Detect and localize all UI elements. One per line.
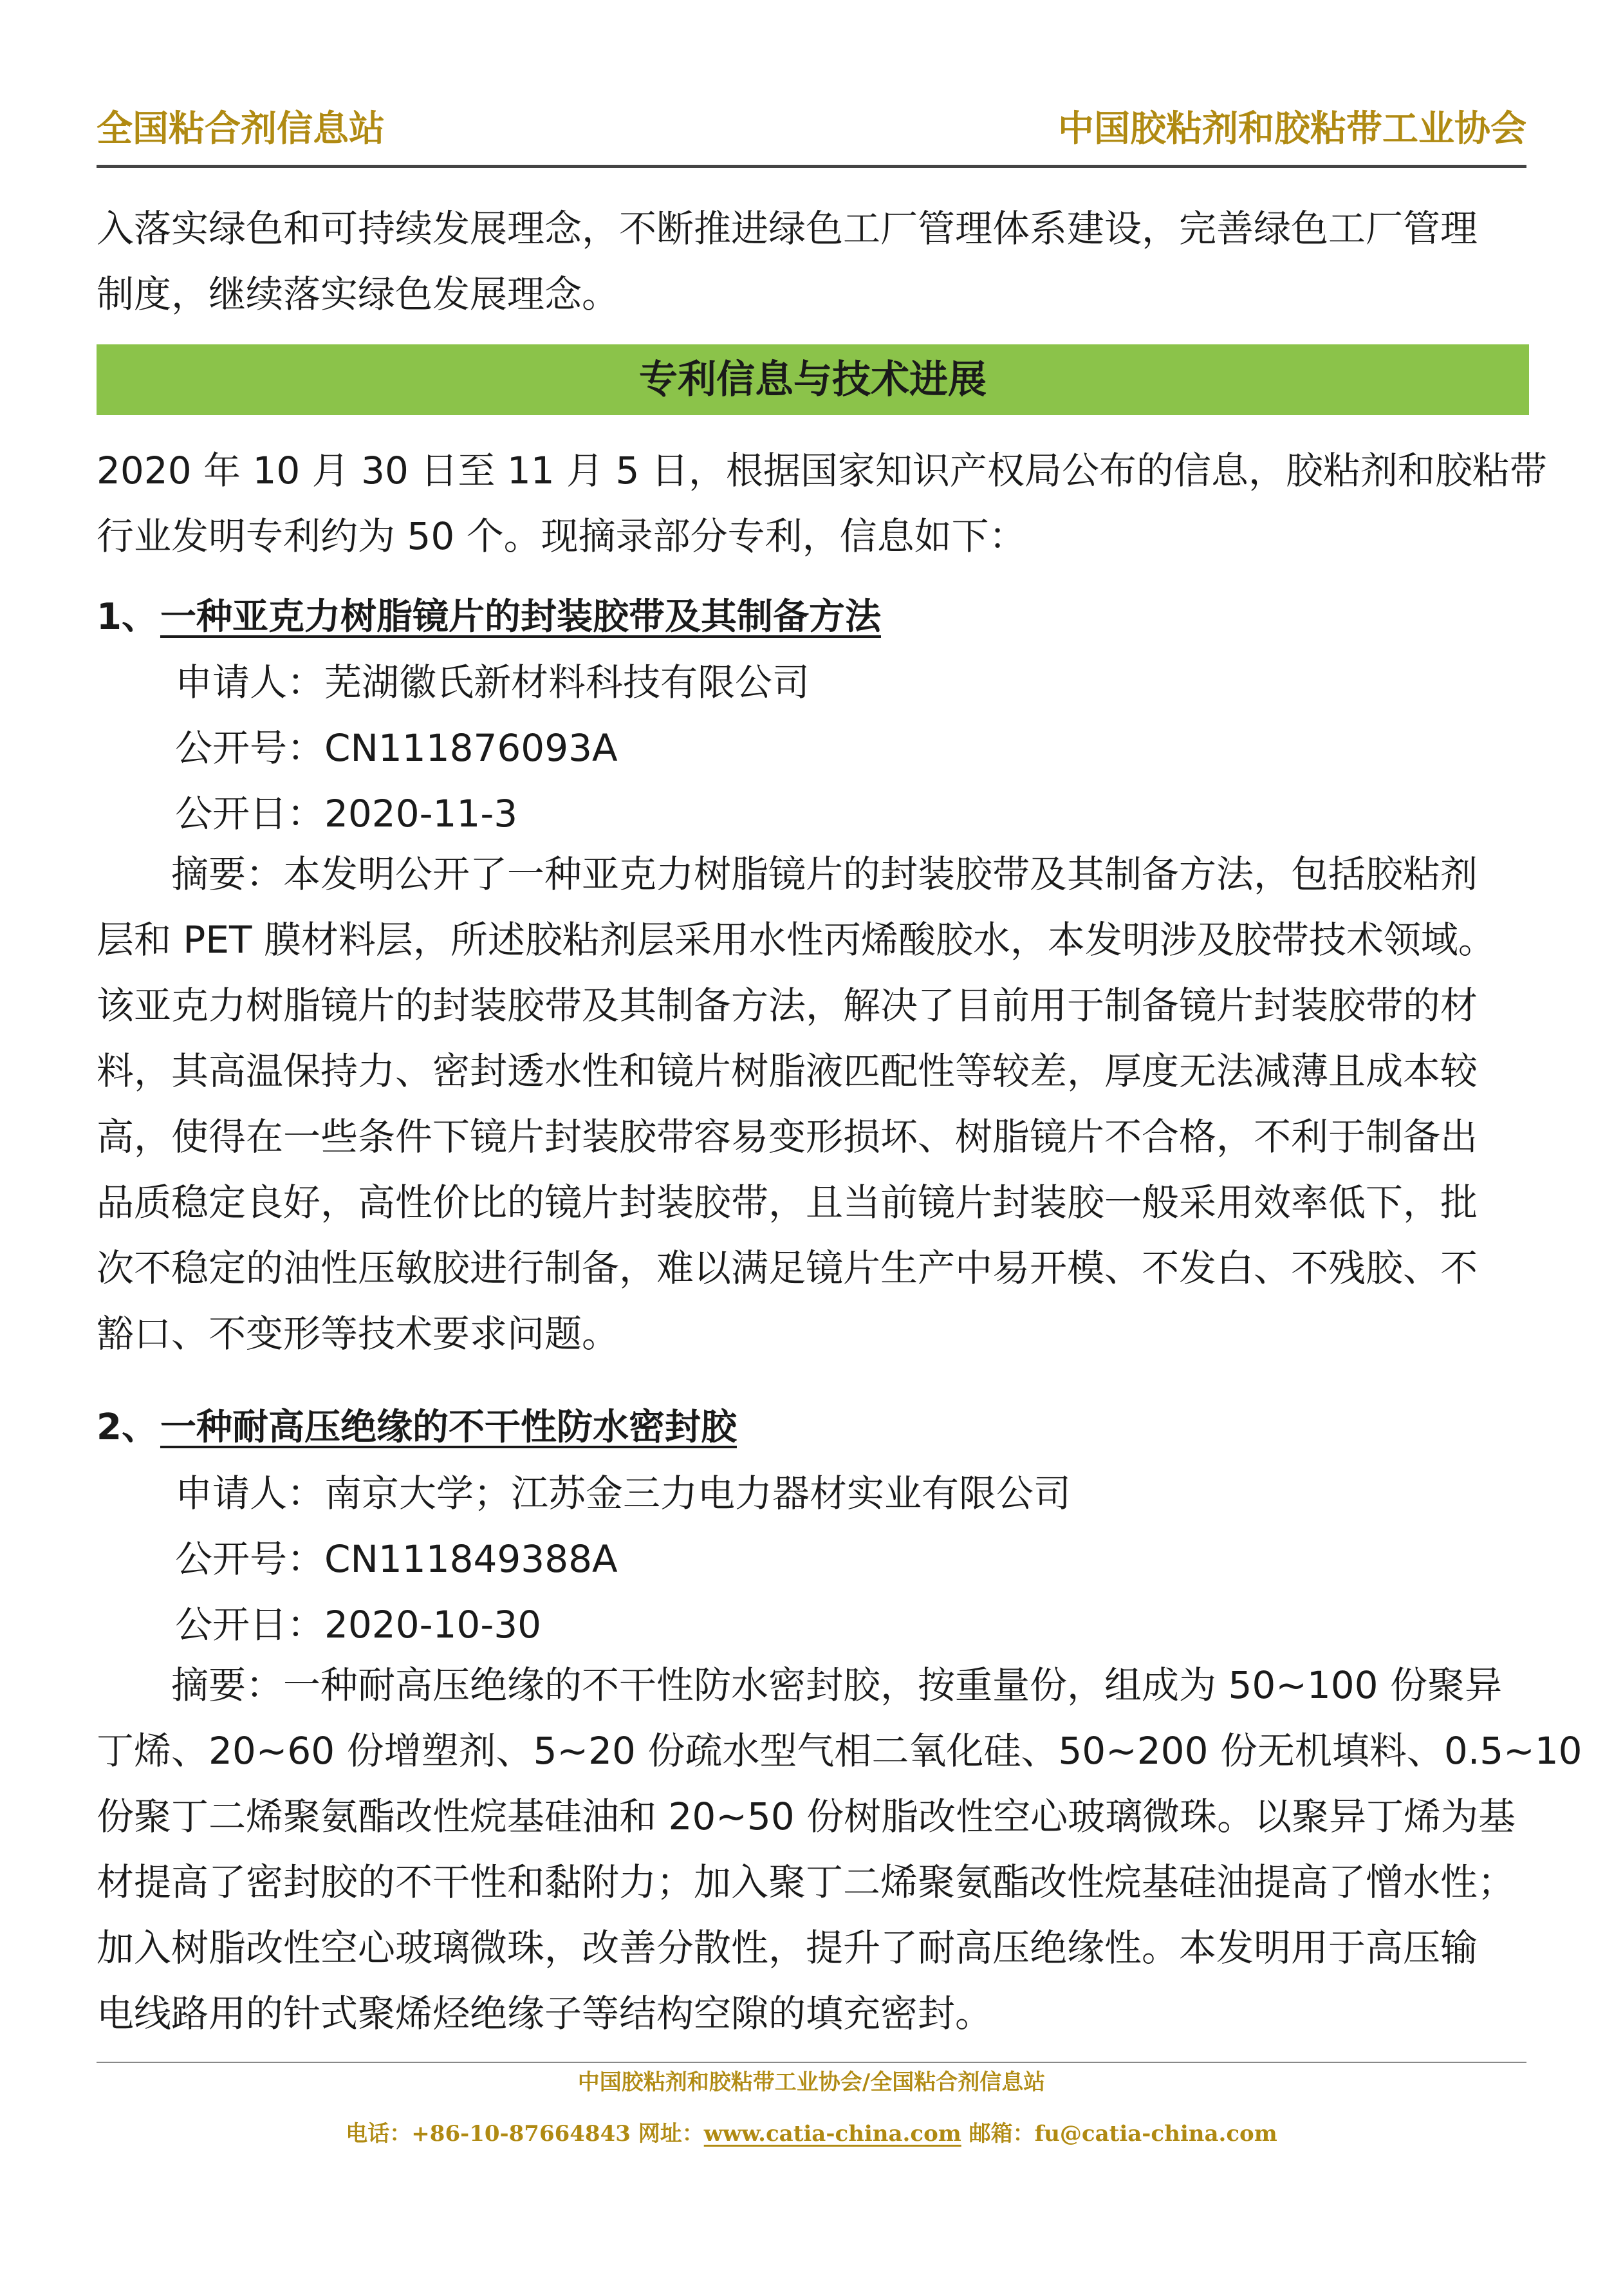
patent-publication-number: 公开号：CN111849388A [175,1537,618,1581]
abstract-line: 品质稳定良好，高性价比的镜片封装胶带，且当前镜片封装胶一般采用效率低下，批 [97,1181,1478,1224]
patent-title [97,1406,737,1448]
patent-applicant: 申请人：芜湖徽氏新材料科技有限公司 [175,660,810,704]
footer-website-link[interactable]: www.catia-china.com [703,2121,961,2147]
abstract-line: 料，其高温保持力、密封透水性和镜片树脂液匹配性等较差，厚度无法减薄且成本较 [97,1049,1478,1093]
summary-line: 2020 年 10 月 30 日至 11 月 5 日，根据国家知识产权局公布的信息，胶粘剂和胶粘带 [97,449,1547,492]
abstract-line: 电线路用的针式聚烯烃绝缘子等结构空隙的填充密封。 [97,1992,993,2035]
patent-publication-number: 公开号：CN111876093A [175,726,618,770]
abstract-line: 该亚克力树脂镜片的封装胶带及其制备方法，解决了目前用于制备镜片封装胶带的材 [97,984,1478,1027]
footer-organization: 中国胶粘剂和胶粘带工业协会/全国粘合剂信息站 [577,2069,1046,2095]
patent-title [97,596,881,638]
header-right-title: 中国胶粘剂和胶粘带工业协会 [1058,107,1526,150]
abstract-line: 份聚丁二烯聚氨酯改性烷基硅油和 20~50 份树脂改性空心玻璃微珠。以聚异丁烯为基 [97,1795,1516,1838]
abstract-line: 豁口、不变形等技术要求问题。 [97,1312,620,1356]
abstract-line: 摘要：本发明公开了一种亚克力树脂镜片的封装胶带及其制备方法，包括胶粘剂 [97,852,1478,896]
patent-applicant: 申请人：南京大学；江苏金三力电力器材实业有限公司 [175,1471,1071,1515]
intro-line: 制度，继续落实绿色发展理念。 [97,272,620,316]
footer-divider [97,2062,1526,2063]
patent-publication-date: 公开日：2020-10-30 [175,1603,542,1647]
summary-line: 行业发明专利约为 50 个。现摘录部分专利，信息如下： [97,514,1026,558]
patent-abstract [97,1652,1582,2046]
intro-paragraph [97,196,1526,327]
section-title: 专利信息与技术进展 [639,357,987,402]
footer-phone: 电话：+86-10-87664843 网址： [346,2121,704,2147]
intro-line: 入落实绿色和可持续发展理念，不断推进绿色工厂管理体系建设，完善绿色工厂管理 [97,207,1478,250]
abstract-line: 高，使得在一些条件下镜片封装胶带容易变形损坏、树脂镜片不合格，不利于制备出 [97,1115,1478,1159]
patent-number: 2、 [97,1406,158,1448]
abstract-line: 层和 PET 膜材料层，所述胶粘剂层采用水性丙烯酸胶水，本发明涉及胶带技术领域。 [97,918,1496,962]
abstract-line: 材提高了密封胶的不干性和黏附力；加入聚丁二烯聚氨酯改性烷基硅油提高了憎水性； [97,1860,1516,1904]
footer-email: 邮箱：fu@catia-china.com [961,2121,1277,2147]
patent-name: 一种耐高压绝缘的不干性防水密封胶 [160,1406,737,1448]
summary-paragraph [97,438,1547,569]
abstract-line: 摘要：一种耐高压绝缘的不干性防水密封胶，按重量份，组成为 50~100 份聚异 [97,1663,1502,1707]
header-left-title: 全国粘合剂信息站 [97,107,385,150]
patent-publication-date: 公开日：2020-11-3 [175,792,518,835]
header-divider [97,165,1526,168]
patent-abstract [97,841,1526,1367]
abstract-line: 加入树脂改性空心玻璃微珠，改善分散性，提升了耐高压绝缘性。本发明用于高压输 [97,1926,1478,1970]
section-banner [97,344,1529,415]
abstract-line: 丁烯、20~60 份增塑剂、5~20 份疏水型气相二氧化硅、50~200 份无机填料、0.5~10 [97,1729,1582,1773]
patent-name: 一种亚克力树脂镜片的封装胶带及其制备方法 [160,596,881,638]
footer-contact [0,2123,1623,2145]
abstract-line: 次不稳定的油性压敏胶进行制备，难以满足镜片生产中易开模、不发白、不残胶、不 [97,1246,1478,1290]
patent-number: 1、 [97,596,158,638]
